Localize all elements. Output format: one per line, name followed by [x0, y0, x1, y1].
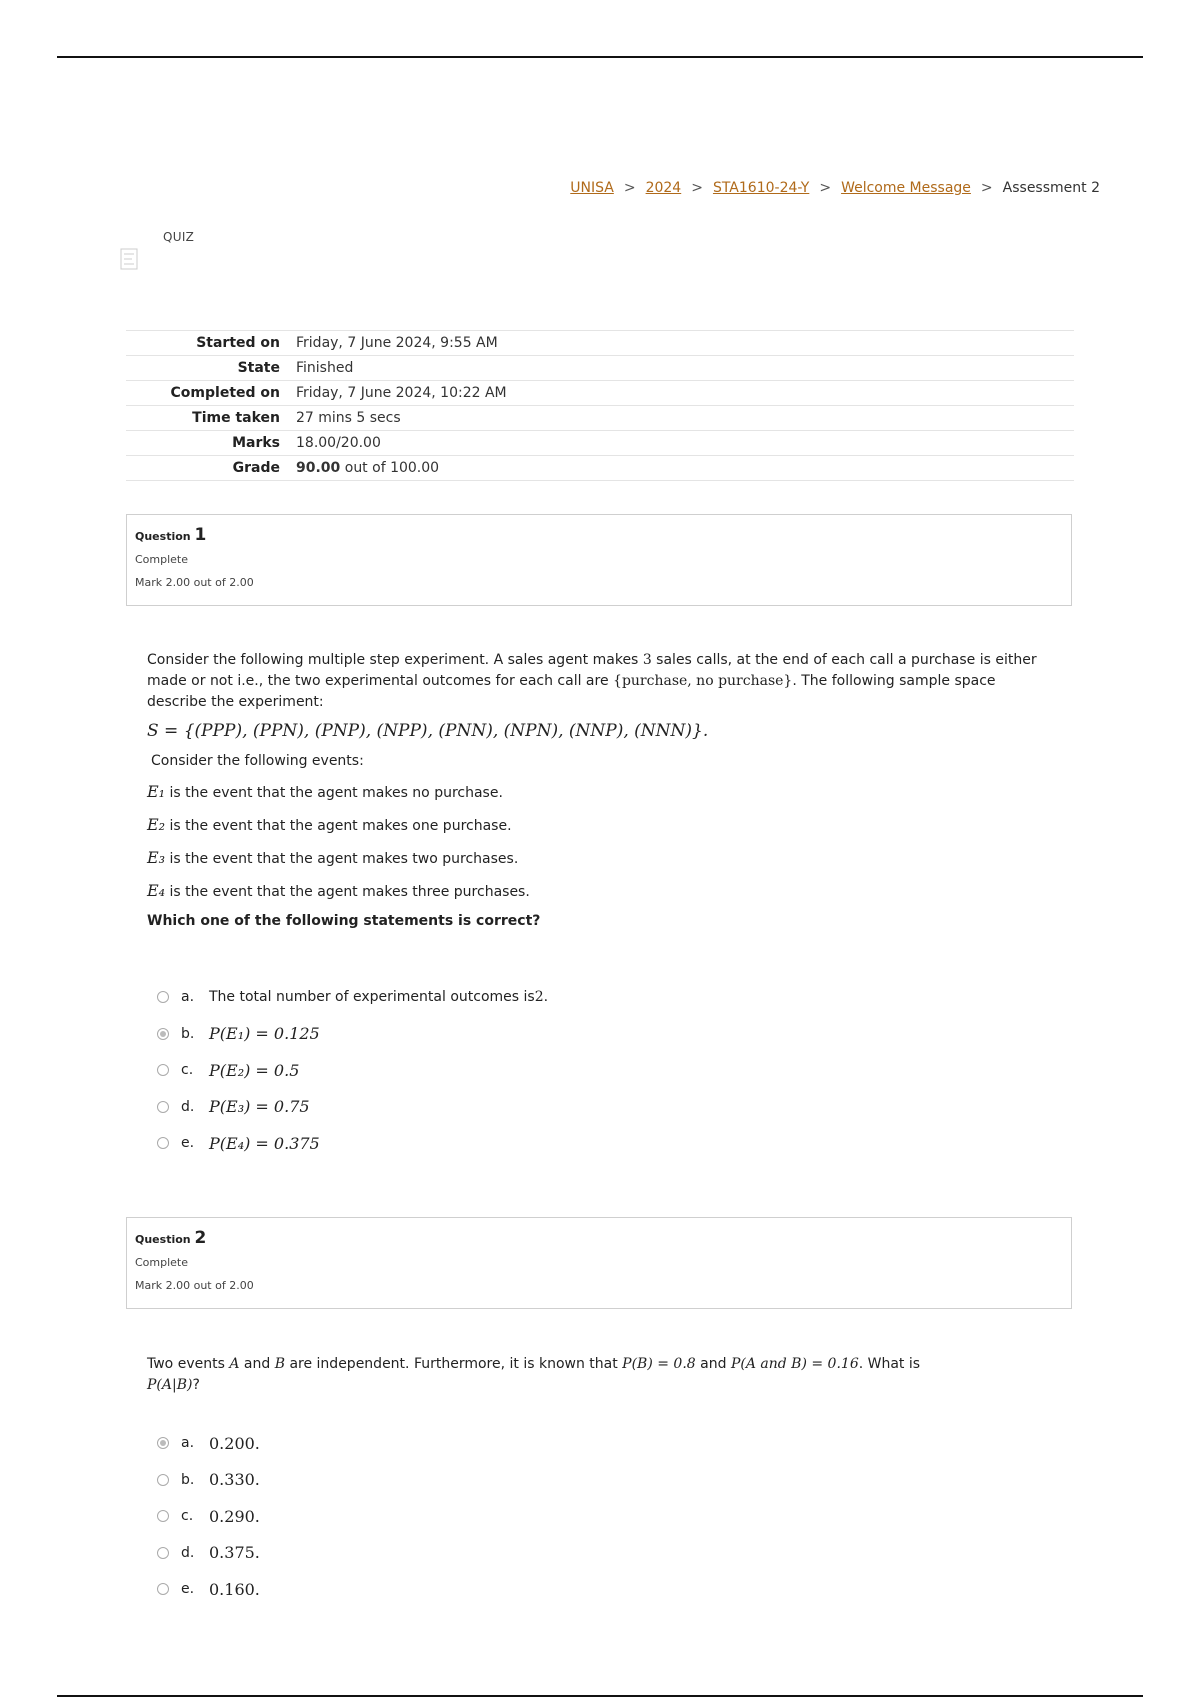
question-1-info [126, 514, 1072, 606]
answer-math: 0.330. [209, 1470, 260, 1490]
answer-option[interactable] [157, 1498, 260, 1535]
event-line [147, 780, 1047, 804]
breadcrumb-link-year[interactable]: 2024 [645, 180, 682, 196]
question-2-info [126, 1217, 1072, 1309]
answer-math: P(E₁) = 0.125 [209, 1024, 320, 1044]
summary-value: Friday, 7 June 2024, 10:22 AM [296, 385, 507, 401]
answer-letter: a. [181, 989, 195, 1006]
answer-math: 0.160. [209, 1579, 260, 1599]
summary-label: State [237, 360, 280, 376]
answer-option[interactable] [157, 1089, 548, 1126]
answer-letter: b. [181, 1471, 195, 1488]
chevron-right-icon: > [819, 180, 832, 196]
summary-label: Started on [196, 335, 280, 351]
answer-math: 2. [534, 989, 549, 1006]
summary-label: Completed on [170, 385, 280, 401]
event-line [147, 879, 1047, 903]
answer-letter: c. [181, 1062, 194, 1079]
answer-option[interactable] [157, 1016, 548, 1053]
radio-button[interactable] [157, 1510, 169, 1522]
question-1-text [147, 650, 1047, 938]
radio-button[interactable] [157, 1583, 169, 1595]
chevron-right-icon: > [691, 180, 703, 196]
question-state: Complete [135, 1256, 189, 1269]
radio-button[interactable] [157, 1064, 169, 1076]
event-text: is the event that the agent makes two purchases. [165, 850, 519, 867]
answer-option[interactable] [157, 1125, 548, 1162]
answer-math: 0.200. [209, 1433, 260, 1453]
event-symbol: E₂ [147, 814, 166, 834]
radio-button[interactable] [157, 991, 169, 1003]
question-mark: Mark 2.00 out of 2.00 [135, 1279, 254, 1292]
question-number [135, 1228, 1063, 1248]
answer-letter: e. [181, 1135, 195, 1152]
question-prompt: Which one of the following statements is correct? [147, 912, 541, 929]
text-span: . The following sample space describe the experiment: [147, 673, 996, 710]
text-span: Consider the following multiple step experiment. A sales agent makes [147, 652, 643, 668]
breadcrumb [570, 180, 1100, 196]
text-span: and [695, 1356, 731, 1372]
attempt-summary-table [126, 330, 1074, 481]
answer-option[interactable] [157, 1052, 548, 1089]
answer-math: P(E₃) = 0.75 [209, 1097, 310, 1117]
question-state: Complete [135, 553, 189, 566]
summary-value [288, 456, 1074, 481]
summary-value: Friday, 7 June 2024, 9:55 AM [296, 335, 498, 351]
text-span: sales calls, at the end of each call a purchase is either made or not i.e., the two experimental outcomes for each call are [147, 652, 1037, 689]
summary-row [126, 406, 1074, 431]
chevron-right-icon: > [980, 180, 993, 196]
answer-letter: d. [181, 1544, 195, 1561]
event-symbol: E₁ [147, 781, 166, 801]
answer-math: P(E₂) = 0.5 [209, 1060, 300, 1080]
summary-value: Finished [296, 360, 354, 376]
math-span: P(A and B) = 0.16 [730, 1356, 859, 1372]
top-rule [57, 56, 1143, 58]
breadcrumb-link-unisa[interactable]: UNISA [570, 180, 614, 196]
question-mark: Mark 2.00 out of 2.00 [135, 576, 254, 589]
bottom-rule [57, 1695, 1143, 1697]
summary-value: 18.00/20.00 [296, 435, 381, 451]
radio-button[interactable] [157, 1101, 169, 1113]
answer-math: 0.290. [209, 1506, 260, 1526]
grade-out-of: out of 100.00 [340, 460, 440, 476]
summary-row [126, 431, 1074, 456]
breadcrumb-link-course[interactable]: STA1610-24-Y [712, 180, 810, 196]
answer-letter: d. [181, 1098, 195, 1115]
radio-button[interactable] [157, 1474, 169, 1486]
summary-row [126, 356, 1074, 381]
summary-row [126, 331, 1074, 356]
text-span: . What is [858, 1356, 921, 1372]
summary-value: 27 mins 5 secs [296, 410, 401, 426]
text-span: ? [192, 1377, 200, 1393]
event-line [147, 813, 1047, 837]
answer-option[interactable] [157, 1425, 260, 1462]
answer-option[interactable] [157, 1462, 260, 1499]
question-2-text [147, 1354, 1047, 1402]
answer-math: P(E₄) = 0.375 [209, 1133, 320, 1153]
answer-text: The total number of experimental outcomes is [209, 989, 535, 1006]
question-paragraph [147, 1354, 1047, 1396]
breadcrumb-current: Assessment 2 [1002, 180, 1100, 196]
summary-label: Grade [232, 460, 280, 476]
question-number-value: 2 [194, 1228, 207, 1248]
math-span: P(B) = 0.8 [622, 1356, 696, 1372]
breadcrumb-link-welcome[interactable]: Welcome Message [841, 180, 971, 196]
grade-value: 90.00 [296, 460, 341, 476]
sample-space: S = {(PPP), (PPN), (PNP), (NPP), (PNN), (NPN), (NNP), (NNN)}. [147, 721, 709, 741]
radio-button[interactable] [157, 1547, 169, 1559]
summary-row [126, 456, 1074, 481]
question-2-answers [157, 1425, 260, 1608]
event-symbol: E₄ [147, 880, 166, 900]
question-paragraph [147, 650, 1047, 713]
answer-option[interactable] [157, 1571, 260, 1608]
event-line [147, 846, 1047, 870]
text-span: are independent. Furthermore, it is known that [285, 1356, 623, 1372]
math-span: B [274, 1356, 285, 1372]
summary-label: Time taken [192, 410, 280, 426]
question-number-value: 1 [194, 525, 207, 545]
quiz-icon [120, 248, 140, 270]
radio-button[interactable] [157, 1137, 169, 1149]
answer-math: 0.375. [209, 1543, 260, 1563]
summary-row [126, 381, 1074, 406]
chevron-right-icon: > [623, 180, 636, 196]
question-label: Question [135, 1233, 191, 1246]
math-span: 3 [642, 652, 652, 668]
question-label: Question [135, 530, 191, 543]
quiz-label: QUIZ [163, 230, 195, 244]
question-1-answers [157, 979, 548, 1162]
event-text: is the event that the agent makes one purchase. [165, 817, 512, 834]
summary-label: Marks [232, 435, 280, 451]
event-text: is the event that the agent makes no purchase. [165, 784, 503, 801]
event-text: is the event that the agent makes three purchases. [165, 883, 530, 900]
answer-option[interactable] [157, 979, 548, 1016]
math-span: A [229, 1356, 240, 1372]
event-symbol: E₃ [147, 847, 166, 867]
events-intro: Consider the following events: [151, 752, 364, 769]
answer-letter: b. [181, 1025, 195, 1042]
answer-letter: e. [181, 1581, 195, 1598]
answer-letter: a. [181, 1435, 195, 1452]
text-span: Two events [147, 1356, 230, 1372]
radio-button-selected[interactable] [157, 1437, 169, 1449]
answer-option[interactable] [157, 1535, 260, 1572]
radio-button-selected[interactable] [157, 1028, 169, 1040]
answer-letter: c. [181, 1508, 194, 1525]
text-span: and [239, 1356, 275, 1372]
math-span: P(A|B) [147, 1377, 193, 1393]
math-span: {purchase, no purchase} [613, 673, 793, 689]
question-number [135, 525, 1063, 545]
